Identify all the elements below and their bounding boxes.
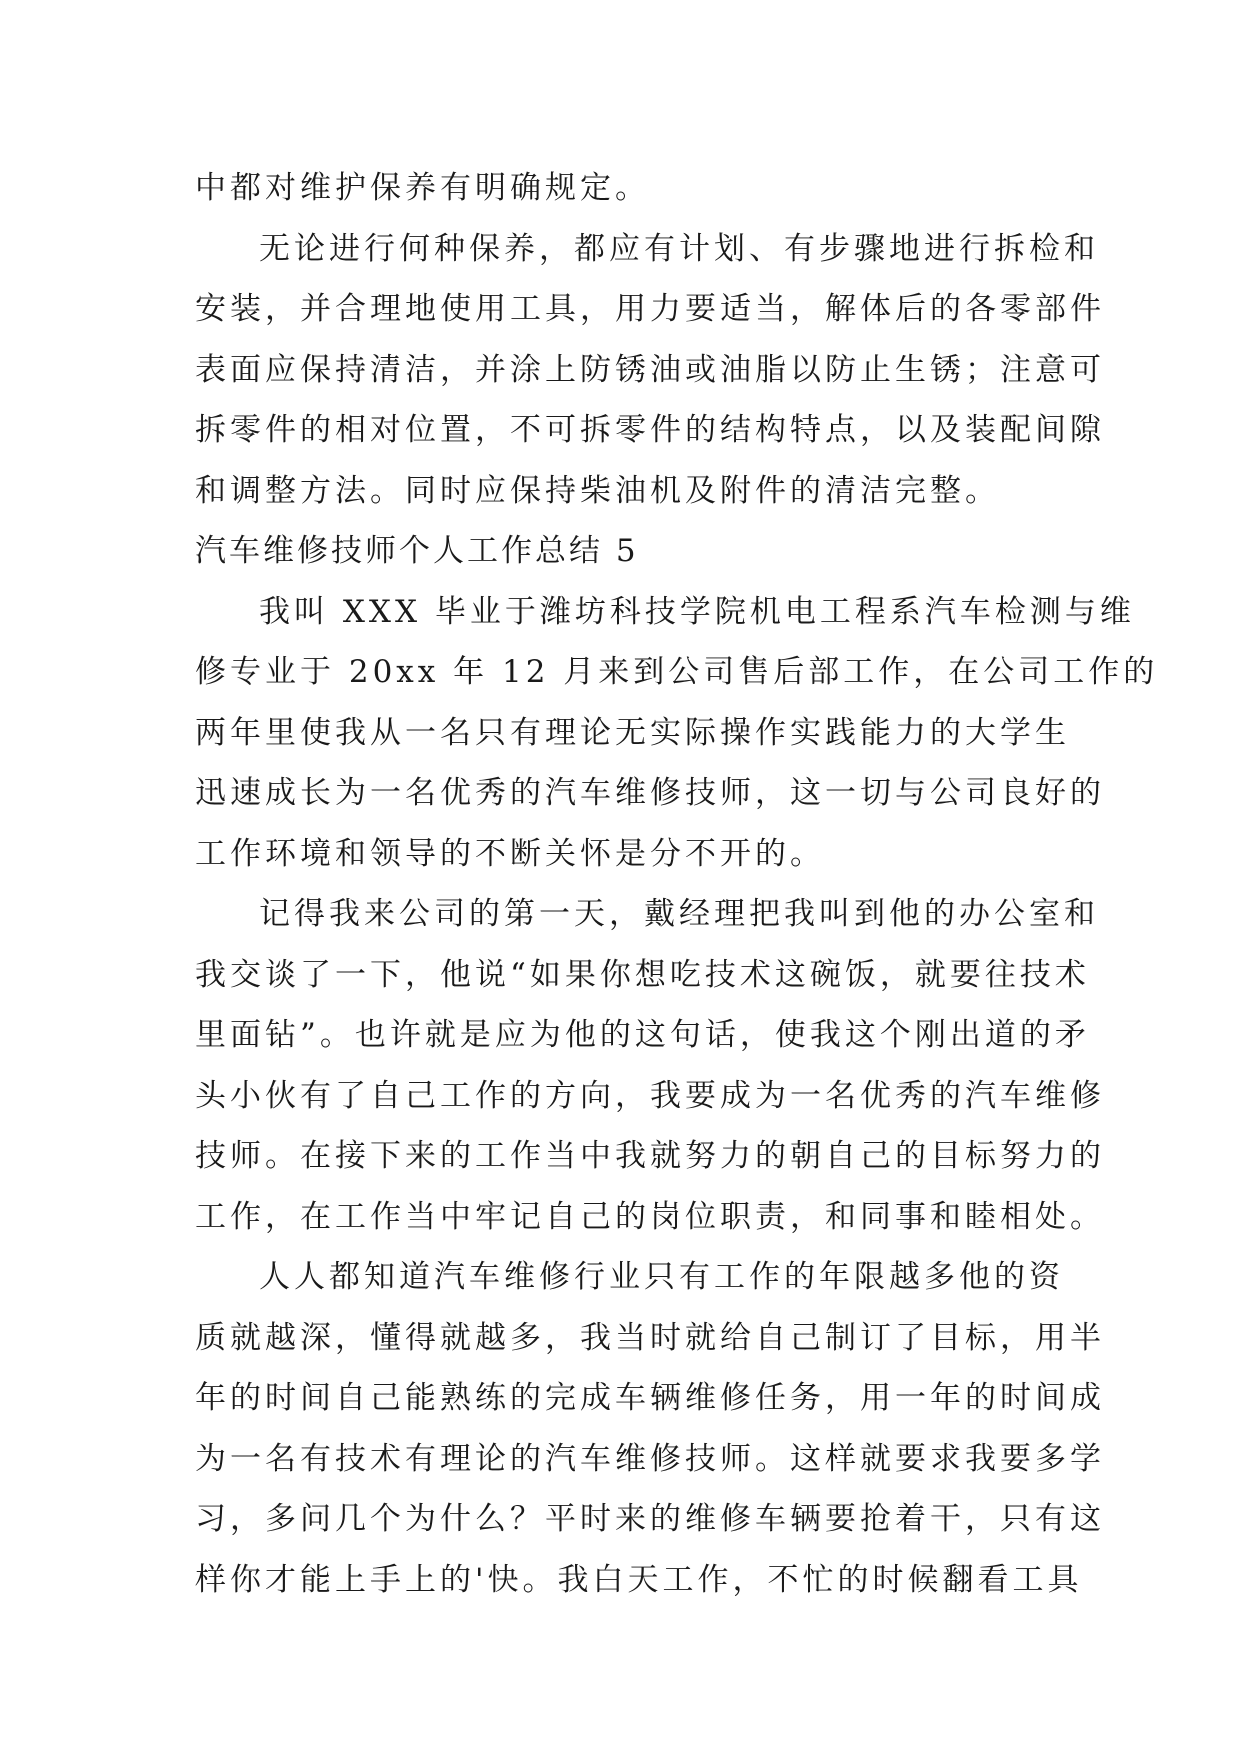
text-line: 修专业于 20xx 年 12 月来到公司售后部工作，在公司工作的 <box>195 654 1159 690</box>
text-line: 年的时间自己能熟练的完成车辆维修任务，用一年的时间成 <box>195 1380 1105 1416</box>
paragraph-start-line: 无论进行何种保养，都应有计划、有步骤地进行拆检和 <box>259 230 1099 267</box>
text-line: 中都对维护保养有明确规定。 <box>195 170 650 206</box>
text-line: 拆零件的相对位置，不可拆零件的结构特点，以及装配间隙 <box>195 412 1105 448</box>
paragraph-start-line: 我叫 XXX 毕业于潍坊科技学院机电工程系汽车检测与维 <box>259 593 1135 630</box>
text-line: 和调整方法。同时应保持柴油机及附件的清洁完整。 <box>195 472 1000 509</box>
text-line: 两年里使我从一名只有理论无实际操作实践能力的大学生 <box>195 714 1070 751</box>
text-line: 样你才能上手上的'快。我白天工作，不忙的时候翻看工具 <box>195 1561 1083 1598</box>
text-line: 里面钻”。也许就是应为他的这句话，使我这个刚出道的矛 <box>195 1017 1090 1053</box>
text-line: 安装，并合理地使用工具，用力要适当，解体后的各零部件 <box>195 291 1105 327</box>
paragraph-start-line: 人人都知道汽车维修行业只有工作的年限越多他的资 <box>259 1259 1064 1295</box>
text-line: 表面应保持清洁，并涂上防锈油或油脂以防止生锈；注意可 <box>195 351 1105 388</box>
text-line: 迅速成长为一名优秀的汽车维修技师，这一切与公司良好的 <box>195 775 1105 811</box>
text-line: 工作，在工作当中牢记自己的岗位职责，和同事和睦相处。 <box>195 1198 1105 1235</box>
text-line: 我交谈了一下，他说“如果你想吃技术这碗饭，就要往技术 <box>195 956 1090 993</box>
section-heading: 汽车维修技师个人工作总结 5 <box>195 533 639 569</box>
document-body <box>195 158 1159 1610</box>
text-line: 习，多问几个为什么？平时来的维修车辆要抢着干，只有这 <box>195 1501 1105 1537</box>
paragraph-start-line: 记得我来公司的第一天，戴经理把我叫到他的办公室和 <box>259 896 1099 932</box>
text-line: 技师。在接下来的工作当中我就努力的朝自己的目标努力的 <box>195 1138 1105 1174</box>
text-line: 质就越深，懂得就越多，我当时就给自己制订了目标，用半 <box>195 1319 1105 1356</box>
text-line: 为一名有技术有理论的汽车维修技师。这样就要求我要多学 <box>195 1440 1105 1477</box>
text-line: 工作环境和领导的不断关怀是分不开的。 <box>195 835 825 872</box>
text-line: 头小伙有了自己工作的方向，我要成为一名优秀的汽车维修 <box>195 1077 1105 1114</box>
